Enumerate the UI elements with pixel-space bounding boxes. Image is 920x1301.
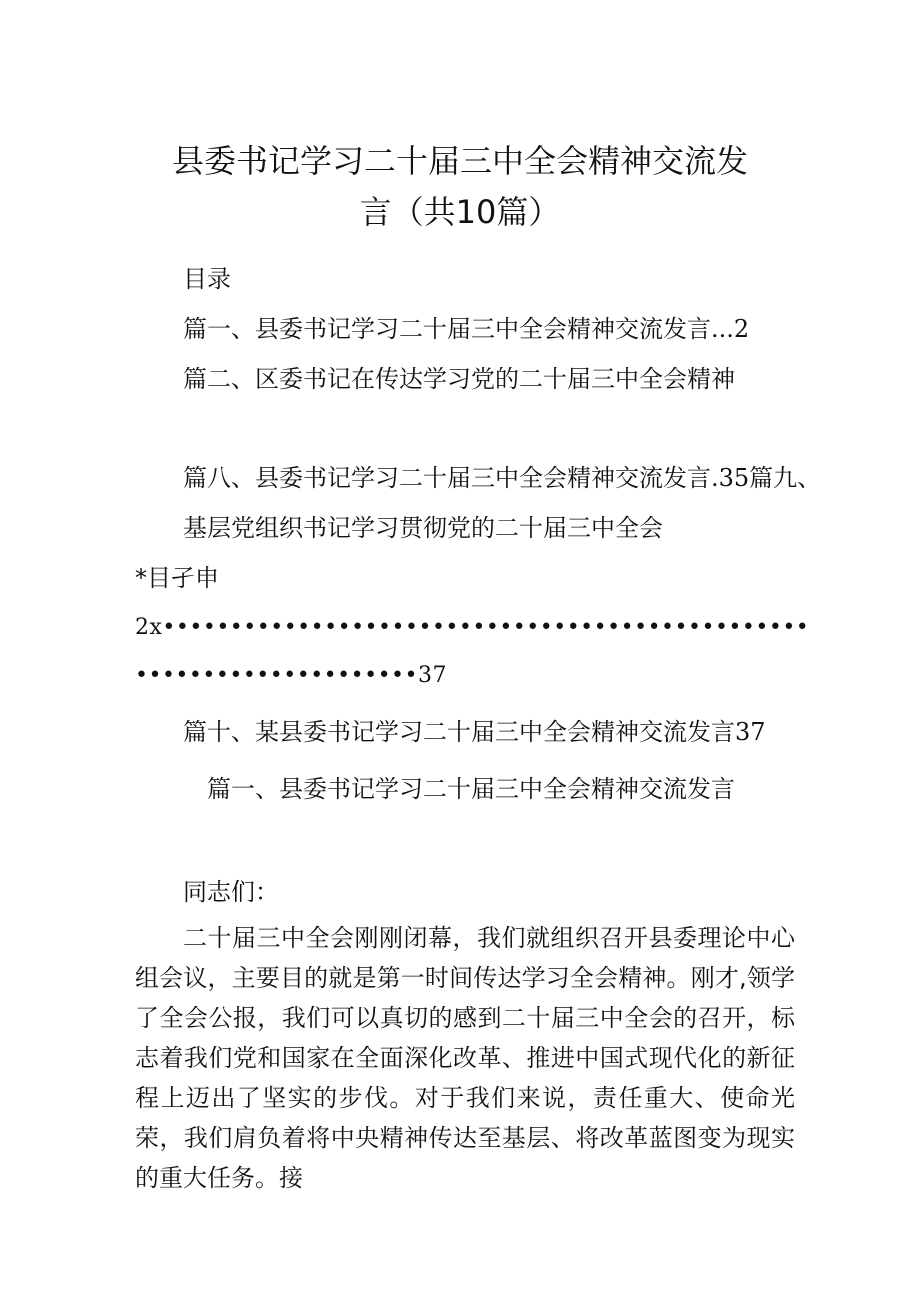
- document-title-line-2: 言（共10篇）: [359, 193, 561, 231]
- body-paragraph: 二十届三中全会刚刚闭幕，我们就组织召开县委理论中心组会议，主要目的就是第一时间传达学习全会精神。刚才,领学了全会公报，我们可以真切的感到二十届三中全会的召开，标志着我们党和国家在全面深化改革、推进中国式现代化的新征程上迈出了坚实的步伐。对于我们来说，责任重大、使命光荣，我们肩负着将中央精神传达至基层、将改革蓝图变为现实的重大任务。接: [135, 924, 795, 1192]
- toc-entry-10-text: 篇十、某县委书记学习二十届三中全会精神交流发言: [183, 718, 735, 746]
- toc-entry-8[interactable]: [183, 466, 821, 490]
- toc-dot-leader-2: [135, 665, 447, 687]
- toc-entry-9-text: 基层党组织书记学习贯彻党的二十届三中全会: [183, 514, 663, 542]
- toc-dot-leader-page: 37: [418, 663, 448, 688]
- toc-dot-leader-prefix: 2x: [135, 615, 163, 640]
- toc-entry-9[interactable]: [183, 516, 663, 540]
- toc-dot-leader-1: [135, 617, 809, 639]
- section-heading: 篇一、县委书记学习二十届三中全会精神交流发言: [207, 775, 735, 803]
- toc-entry-2-text: 篇二、区委书记在传达学习党的二十届三中全会精神: [183, 365, 735, 393]
- toc-heading: 目录: [183, 265, 231, 293]
- toc-entry-10[interactable]: [183, 720, 766, 744]
- garbled-line: *目孑申: [135, 564, 219, 592]
- salutation: 同志们：: [183, 878, 279, 906]
- toc-entry-1-page: ...2: [711, 315, 750, 343]
- toc-entry-8-page: .35篇九、: [711, 464, 822, 492]
- document-title-line-1: 县委书记学习二十届三中全会精神交流发: [171, 142, 748, 180]
- toc-entry-1-text: 篇一、县委书记学习二十届三中全会精神交流发言: [183, 315, 711, 343]
- toc-dot-leader-dots-2: •••••••••••••••••••••: [135, 663, 419, 688]
- toc-entry-10-page: 37: [735, 718, 766, 746]
- toc-entry-2[interactable]: [183, 367, 735, 391]
- toc-entry-1[interactable]: [183, 317, 749, 341]
- toc-entry-8-text: 篇八、县委书记学习二十届三中全会精神交流发言: [183, 464, 711, 492]
- toc-dot-leader-dots-1: ••••••••••••••••••••••••••••••••••••••••••••••••: [162, 615, 810, 640]
